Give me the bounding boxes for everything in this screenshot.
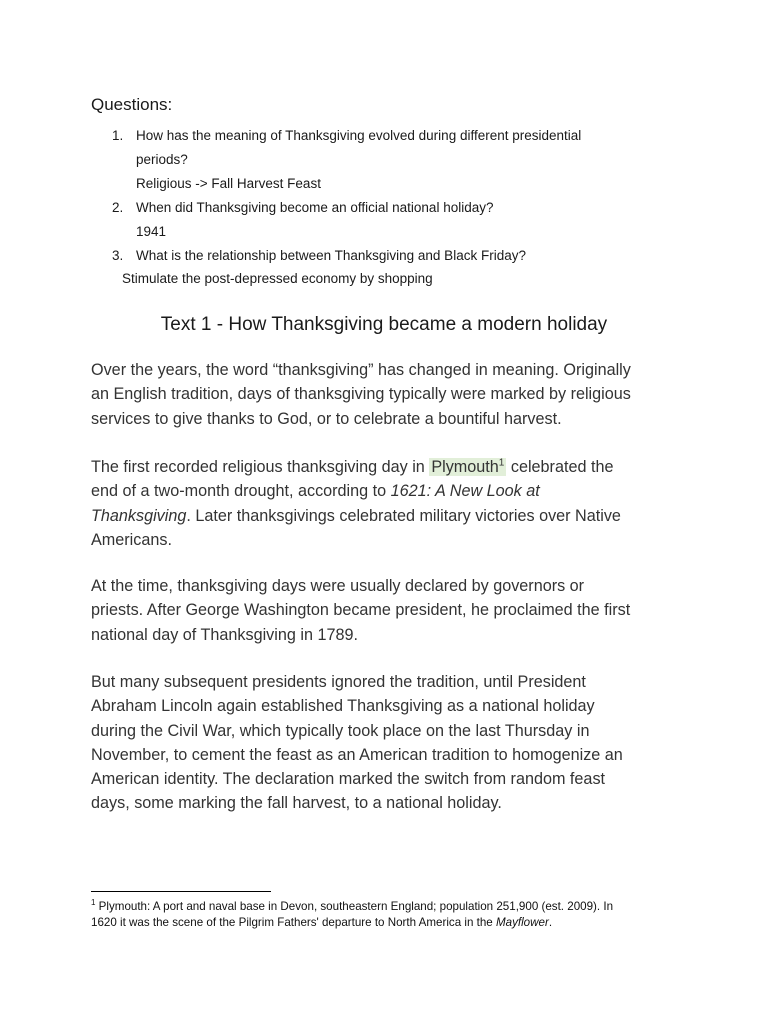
paragraph-line: American identity. The declaration marked the switch from random feast <box>91 770 606 789</box>
ship-name: Mayflower <box>495 916 549 929</box>
paragraph-line: an English tradition, days of thanksgiving typically were marked by religious <box>91 385 631 404</box>
paragraph-line: Over the years, the word “thanksgiving” has changed in meaning. Originally <box>91 361 631 379</box>
paragraph-2 <box>91 455 691 552</box>
paragraph-3 <box>91 574 691 647</box>
highlighted-term[interactable] <box>429 458 506 476</box>
footnote-text: 1620 it was the scene of the Pilgrim Fathers' departure to North America in the <box>91 916 496 929</box>
paragraph-1 <box>91 358 691 431</box>
paragraph-text: celebrated the <box>506 458 614 476</box>
question-text: When did Thanksgiving become an official national holiday? <box>136 200 494 215</box>
paragraph-line: priests. After George Washington became president, he proclaimed the first <box>91 601 631 620</box>
question-line: periods? <box>136 152 188 167</box>
question-answer: 1941 <box>136 224 167 239</box>
paragraph-line: At the time, thanksgiving days were usually declared by governors or <box>91 577 585 595</box>
paragraph-line: during the Civil War, which typically took place on the last Thursday in <box>91 721 590 740</box>
section-title: Text 1 - How Thanksgiving became a modern holiday <box>160 314 608 335</box>
footnote <box>91 899 691 931</box>
questions-heading: Questions: <box>91 95 173 114</box>
question-number: 3. <box>112 248 124 263</box>
book-title: Thanksgiving <box>91 506 187 525</box>
paragraph-line: national day of Thanksgiving in 1789. <box>91 625 358 644</box>
footnote-ref[interactable]: 1 <box>498 457 505 469</box>
paragraph-text: The first recorded religious thanksgiving day in <box>91 458 430 476</box>
paragraph-line: But many subsequent presidents ignored the tradition, until President <box>91 673 586 691</box>
footnote-marker: 1 <box>91 898 96 908</box>
question-number: 1. <box>112 128 124 143</box>
question-answer: Stimulate the post-depressed economy by shopping <box>122 271 433 286</box>
question-answer: Religious -> Fall Harvest Feast <box>136 176 321 191</box>
paragraph-line: services to give thanks to God, or to celebrate a bountiful harvest. <box>91 409 562 428</box>
question-number: 2. <box>112 200 124 215</box>
footnote-text: . <box>548 916 553 929</box>
book-title: 1621: A New Look at <box>390 482 540 501</box>
question-text <box>136 124 636 172</box>
paragraph-line: Abraham Lincoln again established Thanksgiving as a national holiday <box>91 697 595 716</box>
highlighted-term-text: Plymouth <box>431 458 499 476</box>
question-line: How has the meaning of Thanksgiving evolved during different presidential <box>136 128 582 143</box>
paragraph-text: Americans. <box>91 530 172 549</box>
paragraph-line: November, to cement the feast as an American tradition to homogenize an <box>91 745 623 764</box>
question-text: What is the relationship between Thanksgiving and Black Friday? <box>136 248 526 263</box>
paragraph-line: days, some marking the fall harvest, to a national holiday. <box>91 794 502 813</box>
paragraph-text: end of a two-month drought, according to <box>91 482 391 501</box>
footnote-text: Plymouth: A port and naval base in Devon, southeastern England; population 251,900 (est. 2009). In <box>95 900 614 913</box>
footnote-separator <box>91 891 271 892</box>
paragraph-4 <box>91 670 691 816</box>
paragraph-text: . Later thanksgivings celebrated military victories over Native <box>186 506 621 525</box>
